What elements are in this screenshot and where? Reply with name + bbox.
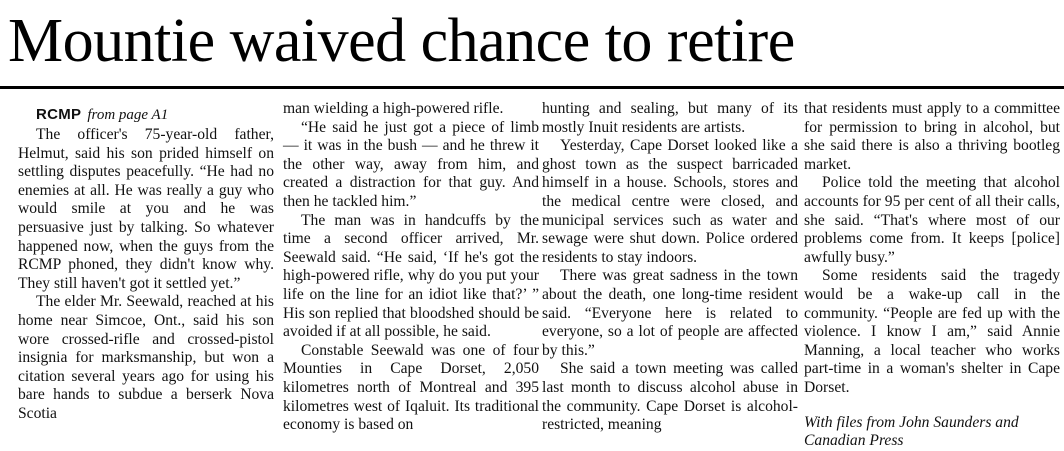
section-kicker	[18, 104, 274, 126]
paragraph: man wielding a high-powered rifle.	[283, 100, 504, 117]
paragraph: The elder Mr. Seewald, reached at his home near Simcoe, Ont., said his son wore crossed-rifle and crossed-pistol insignia for marksmanship, but won a citation several years ago for using his bare hands to subdue a berserk Nova Scotia	[18, 293, 274, 422]
paragraph: Some residents said the tragedy would be a wake-up call in the community. “People are fed up with the violence. I know I am,” said Annie Manning, a local teacher who works part-time in a woman's shelter in Cape Dorset.	[804, 267, 1060, 396]
article-credit: With files from John Saunders and Canadian Press	[804, 413, 1019, 450]
paragraph: The man was in handcuffs by the time a second officer arrived, Mr. Seewald said. “He said, ‘If he's got the high-powered rifle, why do you put your life on the line for an idiot like that?’ ” His son replied that bloodshed should be avoided if at all possible, he said.	[283, 211, 539, 341]
paragraph: Constable Seewald was one of four Mounties in Cape Dorset, 2,050 kilometres north of Montreal and 395 kilometres west of Iqaluit. Its traditional economy is based on	[283, 341, 539, 434]
paragraph: There was great sadness in the town about the death, one long-time resident said. “Everyone here is related to everyone, so a lot of people are affected by this.”	[542, 267, 798, 359]
paragraph: “He said he just got a piece of limb — it was in the bush — and he threw it the other way, away from him, and created a distraction for that guy. And then he tackled him.”	[283, 118, 539, 210]
article-column-4	[804, 100, 1060, 450]
article-column-3	[542, 100, 798, 434]
paragraph: that residents must apply to a committee for permission to bring in alcohol, but she said there is also a thriving bootleg market.	[804, 100, 1060, 173]
paragraph: The officer's 75-year-old father, Helmut, said his son prided himself on settling disputes peacefully. “He had no enemies at all. He was really a guy who would smile at you and he was persuasive just by talking. So whatever happened now, when the guys from the RCMP phoned, they didn't know why. They still haven't got it settled yet.”	[18, 126, 274, 292]
paragraph: Police told the meeting that alcohol accounts for 95 per cent of all their calls, she said. “That's where most of our problems come from. It keeps [police] awfully busy.”	[804, 174, 1060, 266]
paragraph: Yesterday, Cape Dorset looked like a ghost town as the suspect barricaded himself in a house. Schools, stores and the medical centre were closed, and municipal services such as water and sewage were shut down. Police ordered residents to stay indoors.	[542, 137, 798, 266]
kicker-label: RCMP	[36, 106, 82, 123]
paragraph: She said a town meeting was called last month to discuss alcohol abuse in the community. Cape Dorset is alcohol-restricted, meaning	[542, 360, 798, 434]
headline: Mountie waived chance to retire	[8, 7, 795, 75]
kicker-page-ref: from page A1	[87, 107, 169, 123]
headline-rule	[0, 86, 1064, 89]
article-column-1	[18, 104, 274, 434]
paragraph: hunting and sealing, but many of its mostly Inuit residents are artists.	[542, 100, 798, 136]
article-column-2	[283, 100, 539, 434]
